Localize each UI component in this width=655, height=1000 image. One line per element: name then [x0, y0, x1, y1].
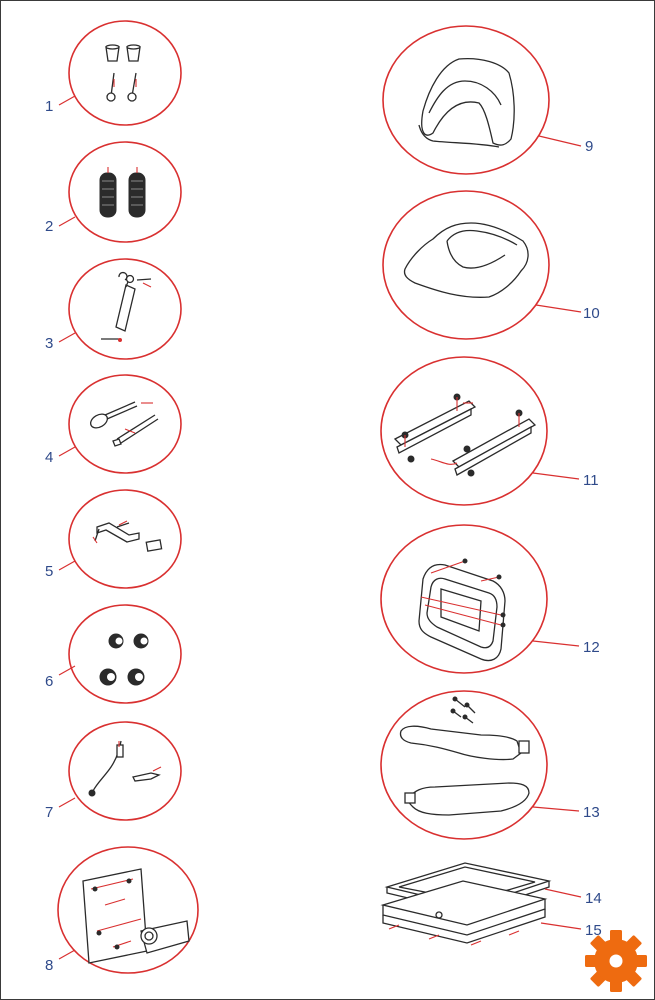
callout-label-8: 8 — [45, 957, 54, 974]
part-11-detail — [381, 357, 599, 505]
callout-label-5: 5 — [45, 563, 54, 580]
callout-label-13: 13 — [583, 804, 600, 821]
part-10-detail — [383, 191, 600, 339]
callout-label-10: 10 — [583, 305, 600, 322]
gear-icon — [585, 930, 647, 992]
callout-label-9: 9 — [585, 138, 594, 155]
part-14-15-detail — [383, 863, 602, 945]
callout-label-3: 3 — [45, 335, 54, 352]
callout-label-14: 14 — [585, 890, 602, 907]
callout-label-12: 12 — [583, 639, 600, 656]
part-13-detail — [381, 691, 600, 839]
callout-label-7: 7 — [45, 804, 54, 821]
part-1-detail — [45, 21, 181, 125]
callout-label-2: 2 — [45, 218, 54, 235]
part-3-detail — [45, 259, 181, 359]
callout-label-6: 6 — [45, 673, 54, 690]
part-6-detail — [45, 605, 181, 703]
part-4-detail — [45, 375, 181, 473]
callout-label-4: 4 — [45, 449, 54, 466]
part-2-detail — [45, 142, 181, 242]
diagram-canvas — [1, 1, 655, 1000]
callout-label-11: 11 — [583, 472, 599, 489]
part-7-detail — [45, 722, 181, 821]
part-9-detail — [383, 26, 593, 174]
callout-label-15: 15 — [585, 922, 602, 939]
part-8-detail — [45, 847, 198, 974]
callout-label-1: 1 — [45, 98, 54, 115]
part-12-detail — [381, 525, 600, 673]
part-5-detail — [45, 490, 181, 588]
